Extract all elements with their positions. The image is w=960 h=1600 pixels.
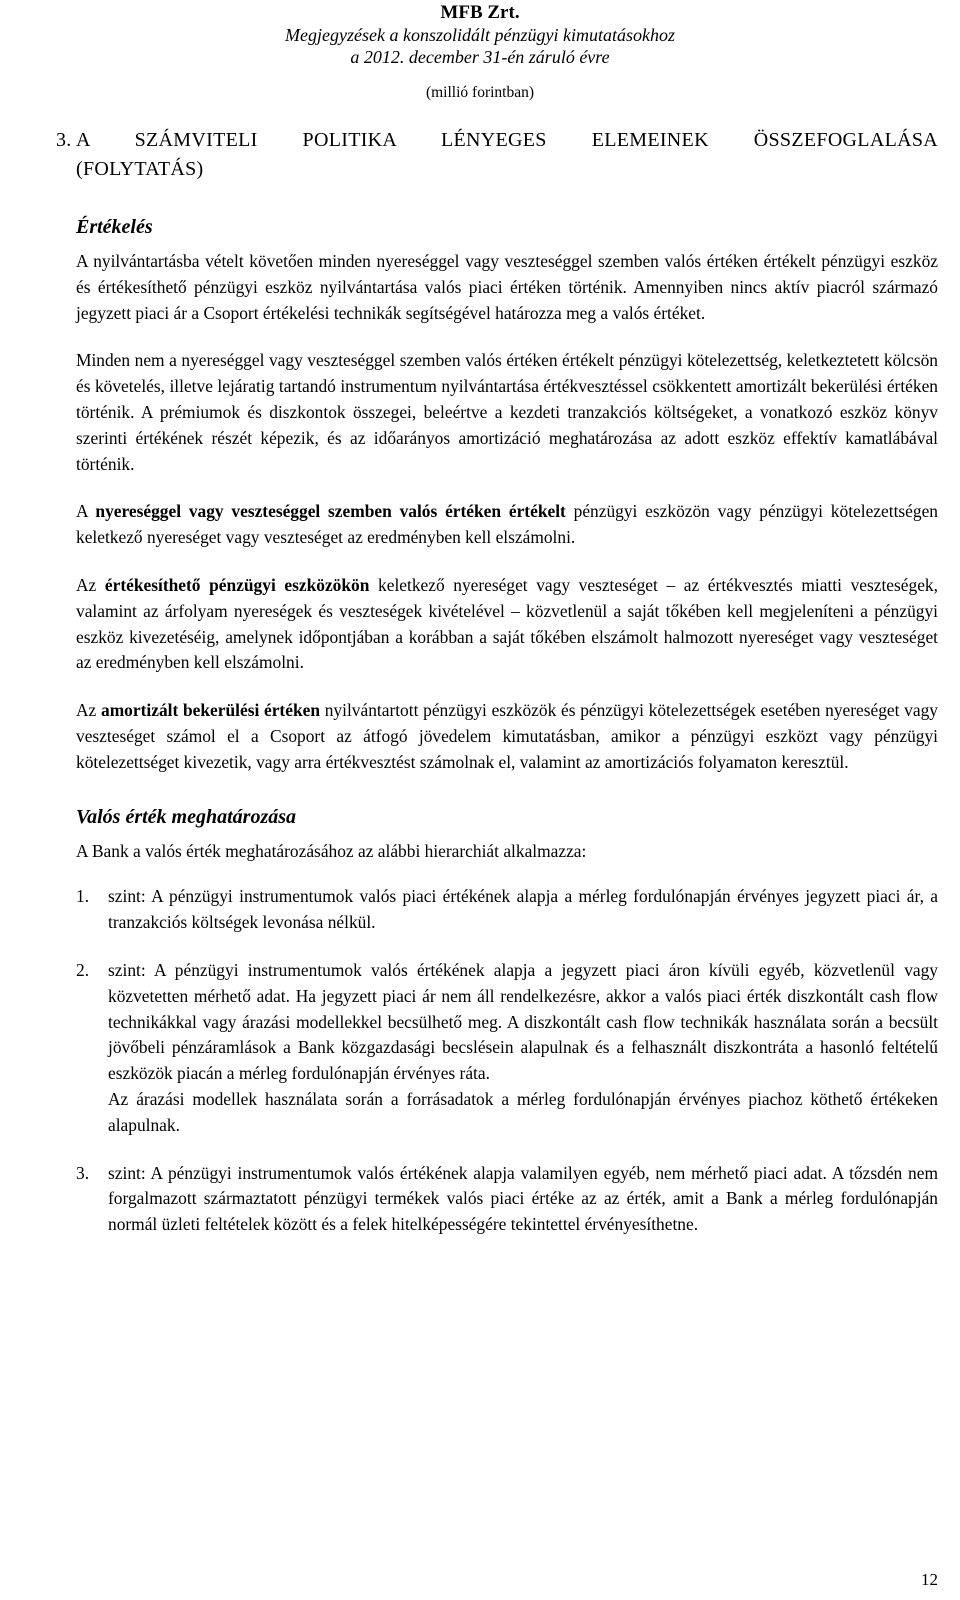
company-name: MFB Zrt. (440, 2, 520, 23)
valuation-paragraph-4 (76, 573, 938, 676)
p4-lead: Az (76, 574, 105, 595)
p3-rest: pénzügyi eszközön vagy pénzügyi kötelezettségen keletkező nyereséget vagy veszteséget az eredményben kell elszámolni. (76, 501, 938, 548)
page-number: 12 (921, 1570, 938, 1589)
section-title-text: A SZÁMVITELI POLITIKA LÉNYEGES ELEMEINEK ÖSSZEFOGLALÁSA (76, 129, 938, 151)
p4-rest: keletkező nyereséget vagy veszteséget – az értékvesztés miatti veszteségek, valamint az árfolyam nyereségek és veszteségek kivételével – közvetlenül a saját tőkében kell megjeleníteni a pénzügyi eszköz kivezetéséig, amelynek időpontjában a korábban a saját tőkében elszámolt halmozott nyereséget vagy veszteséget az eredményben kell elszámolni. (76, 574, 938, 673)
valuation-paragraph-3 (76, 499, 938, 551)
list-item-text: szint: A pénzügyi instrumentumok valós értékének alapja a jegyzett piaci áron kívüli egyéb, közvetlenül vagy közvetetten mérhető adat. Ha jegyzett piaci ár nem áll rendelkezésre, akkor a valós piaci érték diszkontált cash flow technikákkal vagy árazási modellekkel becsülhető meg. A diszkontált cash flow technikák használata során a becsült jövőbeli pénzáramlások a Bank közgazdasági becslésein alapulnak és a felhasznált diszkontráta a hasonló feltételű eszközök piacán a mérleg fordulónapján érvényes ráta. (108, 959, 938, 1084)
list-item (76, 884, 938, 936)
currency-unit: (millió forintban) (425, 84, 535, 101)
page-header (0, 2, 960, 104)
p5-lead: Az (76, 700, 101, 721)
list-item-extra-text: Az árazási modellek használata során a forrásadatok a mérleg fordulónapján érvényes piachoz köthető értékeken alapulnak. (108, 1088, 938, 1135)
list-item-number: 2. (76, 959, 90, 980)
p4-bold-term: értékesíthető pénzügyi eszközökön (104, 574, 370, 595)
list-item-text: szint: A pénzügyi instrumentumok valós értékének alapja valamilyen egyéb, nem mérhető piaci adat. A tőzsdén nem forgalmazott származtatott pénzügyi termékek valós piaci értéke az az érték, amit a Bank a mérleg fordulónapján normál üzleti feltételek között és a felek hitelképességére tekintettel érvényesíthetne. (108, 1162, 938, 1235)
p3-bold-term: nyereséggel vagy veszteséggel szemben valós értéken értékelt (95, 501, 566, 522)
fair-value-intro: A Bank a valós érték meghatározásához az alábbi hierarchiát alkalmazza: (76, 840, 587, 861)
list-item (76, 958, 938, 1139)
p3-lead: A (76, 501, 96, 522)
valuation-paragraph-5 (76, 698, 938, 775)
section-title (54, 126, 938, 184)
section-title-line1 (54, 126, 938, 155)
fair-value-heading: Valós érték meghatározása (76, 805, 297, 828)
reporting-period: a 2012. december 31-én záruló évre (350, 47, 610, 67)
document-subtitle: Megjegyzések a konszolidált pénzügyi kimutatásokhoz (285, 25, 675, 45)
p5-rest: nyilvántartott pénzügyi eszközök és pénzügyi kötelezettségek esetében nyereséget vagy veszteséget számol el a Csoport az átfogó jövedelem kimutatásban, amikor a pénzügyi eszközt vagy pénzügyi kötelezettséget kivezetik, vagy arra értékvesztést számolnak el, valamint az amortizációs folyamaton keresztül. (76, 700, 938, 772)
list-item-text: szint: A pénzügyi instrumentumok valós piaci értékének alapja a mérleg fordulónapján érvényes jegyzett piaci ár, a tranzakciós költségek levonása nélkül. (108, 886, 938, 933)
valuation-paragraph-1: A nyilvántartásba vételt követően minden nyereséggel vagy veszteséggel szemben valós értéken értékelt pénzügyi eszköz és értékesíthető pénzügyi eszköz nyilvántartása valós piaci értéken történik. Amennyiben nincs aktív piacról származó jegyzett piaci ár a Csoport értékelési technikák segítségével határozza meg a valós értéket. (76, 251, 938, 323)
section-title-line2: (FOLYTATÁS) (76, 158, 204, 180)
list-item-number: 3. (76, 1162, 90, 1183)
list-item (76, 1161, 938, 1238)
section-number: 3. (56, 129, 72, 151)
valuation-heading: Értékelés (76, 216, 153, 238)
list-item-number: 1. (76, 886, 90, 907)
p5-bold-term: amortizált bekerülési értéken (101, 700, 321, 721)
page-content (76, 214, 938, 1260)
valuation-paragraph-2: Minden nem a nyereséggel vagy veszteséggel szemben valós értéken értékelt pénzügyi kötelezettség, keletkeztetett kölcsön és követelés, illetve lejáratig tartandó instrumentum nyilvántartása értékvesztéssel csökkentett amortizált bekerülési értéken történik. A prémiumok és diszkontok összegei, beleértve a kezdeti tranzakciós költségeket, a vonatkozó eszköz könyv szerinti értékének részét képezik, és az időarányos amortizáció meghatározása az adott eszköz effektív kamatlábával történik. (76, 350, 938, 474)
fair-value-hierarchy-list (76, 884, 938, 1238)
